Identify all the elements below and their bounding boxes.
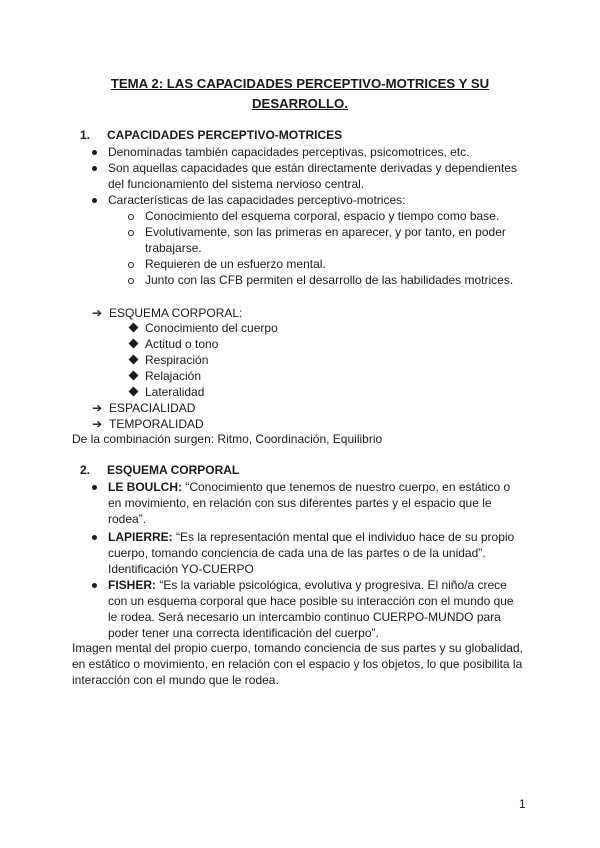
- diamond-item: Relajación: [145, 369, 202, 383]
- arrow-icon: ➔: [92, 401, 103, 415]
- arrow-icon: ➔: [92, 417, 103, 431]
- diamond-item: Lateralidad: [145, 385, 205, 399]
- bullet-dot: [92, 535, 97, 540]
- section-2-number: 2.: [80, 463, 91, 477]
- definition-continuation: cuerpo, tomando conciencia de cada una de las partes o de la unidad”.: [108, 546, 486, 560]
- definition-item: [108, 529, 514, 545]
- sub-list-item: Junto con las CFB permiten el desarrollo de las habilidades motrices.: [145, 273, 514, 287]
- bullet-dot: [92, 166, 97, 171]
- diamond-item: Actitud o tono: [145, 337, 219, 351]
- arrow-item: ESPACIALIDAD: [109, 401, 196, 415]
- diamond-item: Respiración: [145, 353, 209, 367]
- author-name: LAPIERRE:: [108, 530, 173, 544]
- list-item-continuation: del funcionamiento del sistema nervioso central.: [108, 177, 365, 191]
- definition-continuation: le rodea. Será necesario un intercambio continuo CUERPO-MUNDO para: [108, 610, 501, 624]
- section-2-heading: [80, 462, 239, 478]
- section-1-heading: [80, 127, 342, 143]
- page-title: [72, 74, 528, 114]
- definition-text: “Es la variable psicológica, evolutiva y progresiva. El niño/a crece: [156, 578, 507, 592]
- sub-list-item: Evolutivamente, son las primeras en aparecer, y por tanto, en poder: [145, 225, 506, 239]
- author-name: FISHER:: [108, 578, 156, 592]
- diamond-bullet-icon: [129, 387, 139, 397]
- definition-continuation: con un esquema corporal que hace posible su interacción con el mundo que: [108, 594, 514, 608]
- page-number: 1: [519, 797, 526, 811]
- paragraph-line: en estático o movimiento, en relación con el espacio y los objetos, lo que posibilita la: [72, 657, 523, 671]
- combination-text: De la combinación surgen: Ritmo, Coordinación, Equilibrio: [72, 432, 383, 446]
- sub-list-item: Conocimiento del esquema corporal, espacio y tiempo como base.: [145, 209, 500, 223]
- definition-text: “Es la representación mental que el individuo hace de su propio: [172, 530, 515, 544]
- section-2-title: ESQUEMA CORPORAL: [107, 463, 240, 477]
- arrow-item: TEMPORALIDAD: [109, 417, 204, 431]
- title-line-1: TEMA 2: LAS CAPACIDADES PERCEPTIVO-MOTRICES Y SU: [110, 76, 490, 91]
- sub-list-item: Requieren de un esfuerzo mental.: [145, 257, 326, 271]
- sub-bullet-circle: [128, 262, 134, 268]
- definition-continuation: en movimiento, en relación con sus diferentes partes y el espacio que le: [108, 496, 492, 510]
- bullet-dot: [92, 583, 97, 588]
- diamond-item: Conocimiento del cuerpo: [145, 321, 278, 335]
- section-1-number: 1.: [80, 128, 91, 142]
- diamond-bullet-icon: [129, 323, 139, 333]
- definition-text: “Conocimiento que tenemos de nuestro cuerpo, en estático o: [182, 480, 511, 494]
- paragraph-line: Imagen mental del propio cuerpo, tomando conciencia de sus partes y su globalidad,: [72, 641, 523, 655]
- paragraph-line: interacción con el mundo que le rodea.: [72, 673, 279, 687]
- list-item: Son aquellas capacidades que están directamente derivadas y dependientes: [108, 161, 517, 175]
- bullet-dot: [92, 150, 97, 155]
- definition-continuation: poder tener una correcta identificación del cuerpo”.: [108, 626, 379, 640]
- list-item: Características de las capacidades perceptivo-motrices:: [108, 193, 406, 207]
- author-name: LE BOULCH:: [108, 480, 182, 494]
- sub-bullet-circle: [128, 214, 134, 220]
- definition-continuation: rodea”.: [108, 512, 147, 526]
- diamond-bullet-icon: [129, 355, 139, 365]
- definition-continuation: Identificación YO-CUERPO: [108, 562, 254, 576]
- bullet-dot: [92, 198, 97, 203]
- arrow-icon: ➔: [92, 306, 103, 320]
- sub-bullet-circle: [128, 278, 134, 284]
- title-line-2: DESARROLLO.: [252, 96, 348, 111]
- arrow-item: ESQUEMA CORPORAL:: [109, 306, 243, 320]
- section-1-title: CAPACIDADES PERCEPTIVO-MOTRICES: [107, 128, 343, 142]
- sub-list-item-continuation: trabajarse.: [145, 241, 202, 255]
- sub-bullet-circle: [128, 230, 134, 236]
- list-item: Denominadas también capacidades perceptivas, psicomotrices, etc.: [108, 145, 470, 159]
- diamond-bullet-icon: [129, 371, 139, 381]
- definition-item: [108, 479, 510, 495]
- bullet-dot: [92, 485, 97, 490]
- definition-item: [108, 577, 507, 593]
- diamond-bullet-icon: [129, 339, 139, 349]
